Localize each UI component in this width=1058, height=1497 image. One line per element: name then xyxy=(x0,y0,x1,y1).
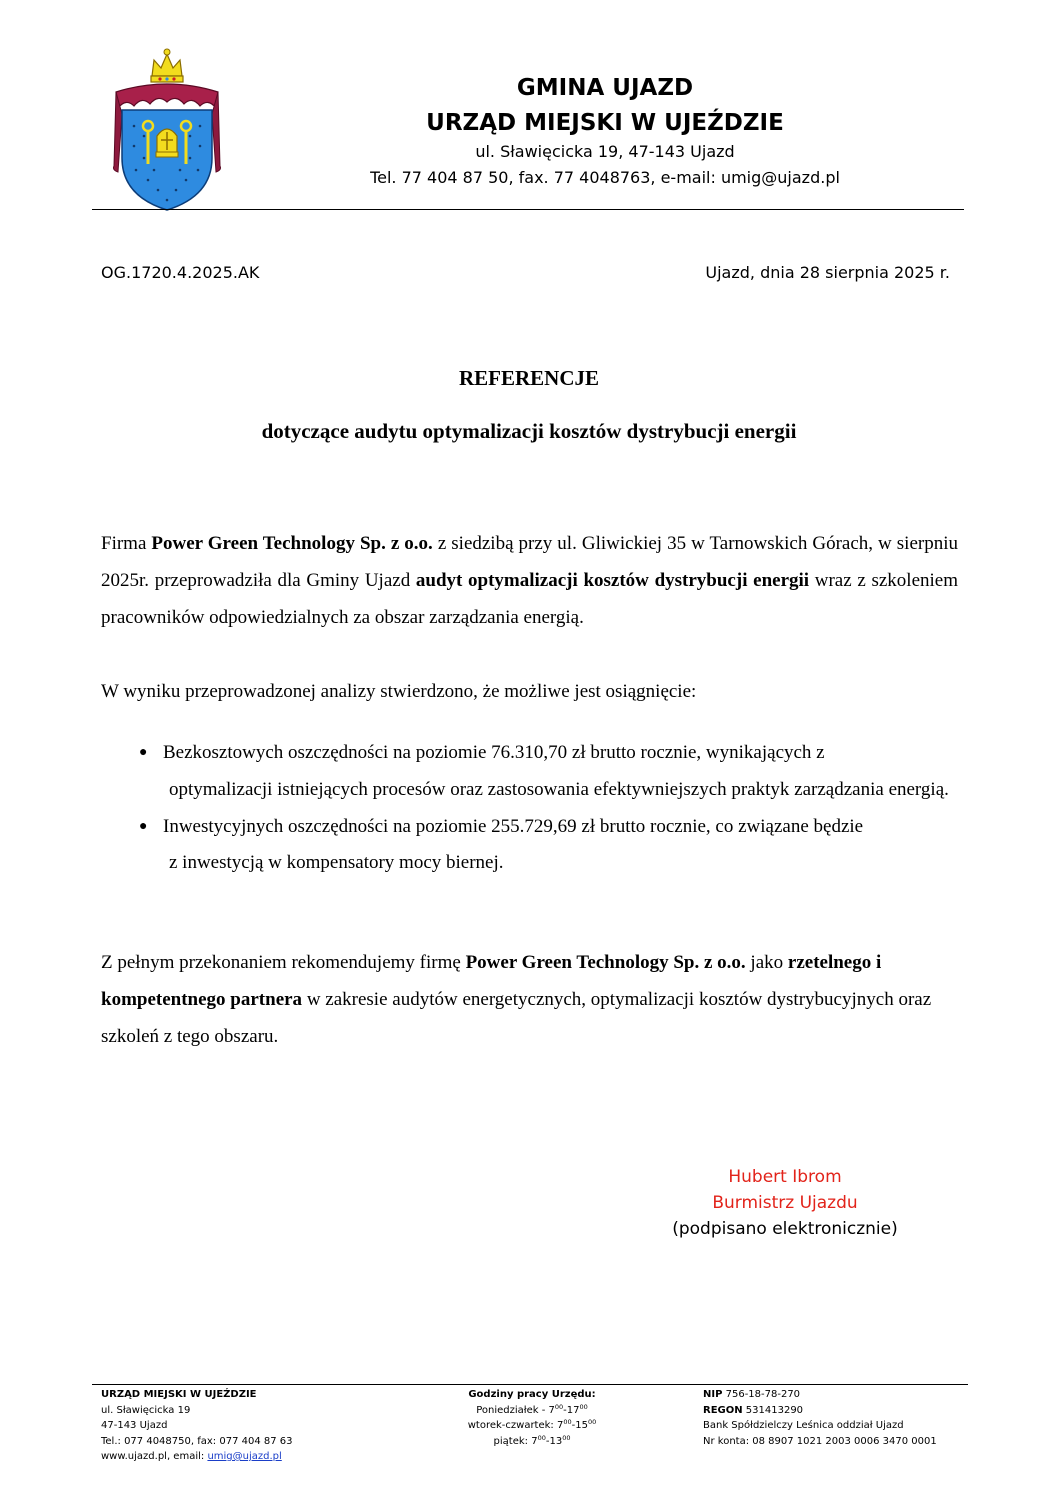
paragraph-recommendation xyxy=(101,945,958,1055)
hours-text: -15 xyxy=(571,1420,588,1431)
audit-name: audyt optymalizacji kosztów dystrybucji energii xyxy=(415,569,810,591)
hours-sup: 00 xyxy=(562,1433,571,1442)
footer-street: ul. Sławięcicka 19 xyxy=(101,1404,191,1416)
savings-list xyxy=(133,735,958,882)
nip-label: NIP xyxy=(703,1389,723,1400)
footer-email-link[interactable]: umig@ujazd.pl xyxy=(207,1451,282,1462)
company-name: Power Green Technology Sp. z o.o. xyxy=(151,533,433,554)
footer-divider xyxy=(92,1384,968,1385)
footer-office-hours xyxy=(442,1387,622,1449)
header-contact: Tel. 77 404 87 50, fax. 77 4048763, e-mail: umig@ujazd.pl xyxy=(370,168,840,187)
text-run: jako xyxy=(745,952,788,973)
bullet-icon: ● xyxy=(139,818,148,834)
hours-sup: 00 xyxy=(563,1418,572,1426)
footer-office-info xyxy=(101,1387,293,1465)
list-item-text: Bezkosztowych oszczędności na poziomie 76.310,70 zł brutto rocznie, wynikających z xyxy=(163,742,825,763)
regon-value: 531413290 xyxy=(742,1404,804,1416)
list-item xyxy=(133,735,958,809)
coat-of-arms-logo xyxy=(108,46,226,214)
header-address: ul. Sławięcicka 19, 47-143 Ujazd xyxy=(475,142,735,161)
hours-sup: 00 xyxy=(579,1402,588,1411)
regon-label: REGON xyxy=(703,1404,743,1416)
hours-tue-thu xyxy=(442,1418,622,1434)
document-title: REFERENCJE xyxy=(458,366,600,390)
footer-nip xyxy=(703,1387,937,1403)
hours-sup: 00 xyxy=(554,1402,564,1411)
list-item xyxy=(133,809,958,883)
list-item-text: optymalizacji istniejących procesów oraz zastosowania efektywniejszych praktyk zarządzania energią. xyxy=(169,778,949,800)
footer-registry-info xyxy=(703,1387,937,1449)
hours-text: -13 xyxy=(545,1435,563,1447)
signatory-position: Burmistrz Ujazdu xyxy=(712,1193,858,1213)
footer-www: www.ujazd.pl, email: xyxy=(101,1451,208,1462)
company-name: Power Green Technology Sp. z o.o. xyxy=(465,952,746,973)
text-run: wraz z szkoleniem pracowników odpowiedzialnych za obszar zarządzania energią. xyxy=(101,569,958,628)
footer-regon xyxy=(703,1403,937,1419)
partner-phrase: rzetelnego i kompetentnego partnera xyxy=(101,952,882,1010)
text-run: w zakresie audytów energetycznych, optymalizacji kosztów dystrybucyjnych oraz szkoleń z tego obszaru. xyxy=(101,988,932,1047)
document-subtitle: dotyczące audytu optymalizacji kosztów dystrybucji energii xyxy=(261,419,797,443)
footer-bank: Bank Spółdzielczy Leśnica oddział Ujazd xyxy=(703,1420,904,1431)
paragraph-findings: W wyniku przeprowadzonej analizy stwierdzono, że możliwe jest osiągnięcie: xyxy=(101,681,697,702)
reference-number: OG.1720.4.2025.AK xyxy=(101,263,260,282)
hours-friday xyxy=(442,1434,622,1450)
hours-text: piątek: 7 xyxy=(493,1435,538,1447)
nip-value: 756-18-78-270 xyxy=(722,1389,801,1400)
hours-sup: 00 xyxy=(587,1418,597,1426)
text-run: z siedzibą przy ul. Gliwickiej 35 w Tarnowskich Górach, w sierpniu 2025r. przeprowadziła dla Gminy Ujazd xyxy=(101,533,958,591)
hours-sup: 00 xyxy=(537,1433,546,1442)
footer-hours-title: Godziny pracy Urzędu: xyxy=(468,1389,596,1400)
list-item-text: z inwestycją w kompensatory mocy biernej. xyxy=(169,852,504,874)
footer-city: 47-143 Ujazd xyxy=(101,1420,168,1431)
text-run: Z pełnym przekonaniem rekomendujemy firmę xyxy=(101,952,466,973)
hours-text: Poniedziałek - 7 xyxy=(476,1404,555,1416)
header-divider xyxy=(92,209,964,210)
footer-office-title: URZĄD MIEJSKI W UJEŹDZIE xyxy=(101,1389,257,1400)
crown-icon xyxy=(151,49,183,82)
hours-text: -17 xyxy=(563,1404,580,1416)
bullet-icon: ● xyxy=(139,745,148,760)
footer-web xyxy=(101,1449,293,1465)
hours-text: wtorek-czwartek: 7 xyxy=(467,1420,564,1431)
header-office-name: URZĄD MIEJSKI W UJEŹDZIE xyxy=(426,110,784,136)
paragraph-intro xyxy=(101,526,958,636)
footer-account: Nr konta: 08 8907 1021 2003 0006 3470 0001 xyxy=(703,1435,937,1447)
signatory-name: Hubert Ibrom xyxy=(728,1167,842,1187)
header-municipality-name: GMINA UJAZD xyxy=(516,75,694,101)
list-item-text: Inwestycyjnych oszczędności na poziomie 255.729,69 zł brutto rocznie, co związane będzie xyxy=(163,815,864,837)
footer-phone: Tel.: 077 4048750, fax: 077 404 87 63 xyxy=(101,1435,293,1447)
text-run: Firma xyxy=(101,533,152,554)
document-date: Ujazd, dnia 28 sierpnia 2025 r. xyxy=(705,263,950,282)
hours-monday xyxy=(442,1403,622,1419)
signature-note: (podpisano elektronicznie) xyxy=(672,1219,898,1239)
